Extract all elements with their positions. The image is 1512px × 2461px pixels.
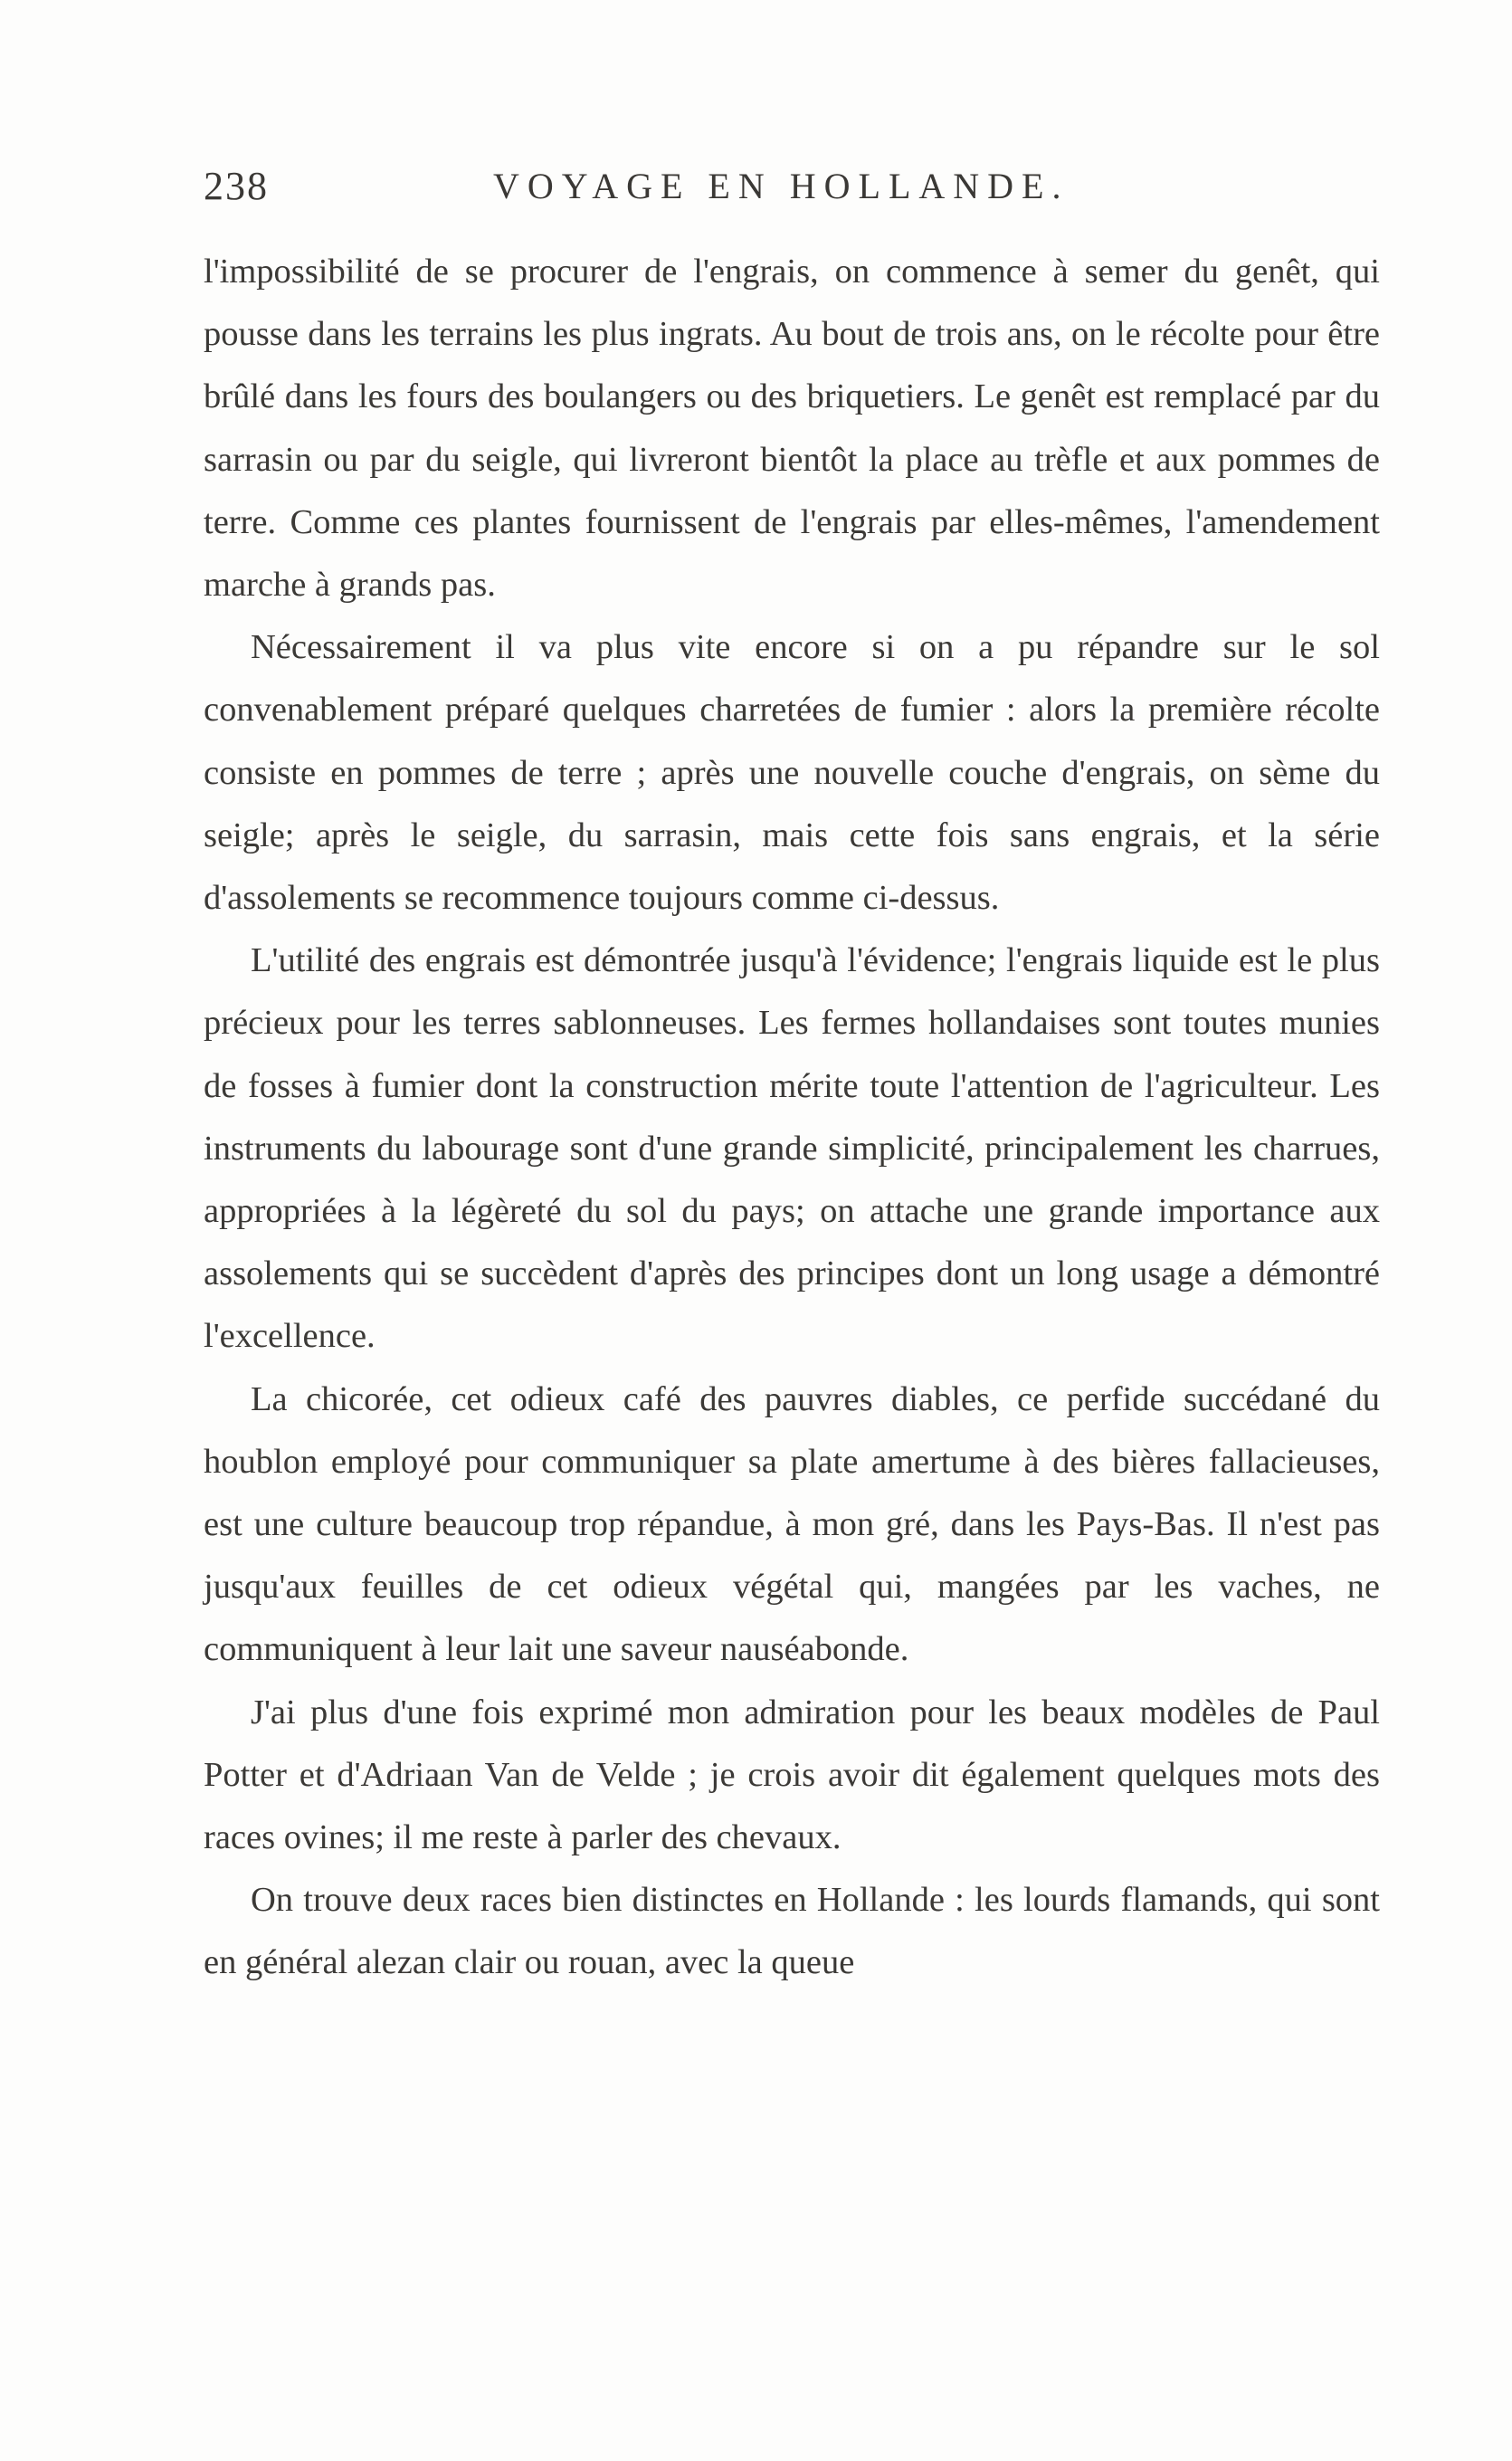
running-title: VOYAGE EN HOLLANDE. xyxy=(493,166,1070,206)
body-text xyxy=(204,241,1380,1995)
paragraph-6: On trouve deux races bien distinctes en Hollande : les lourds flamands, qui sont en général alezan clair ou rouan, avec la queue xyxy=(204,1881,1380,1982)
paragraph-4: La chicorée, cet odieux café des pauvres diables, ce perfide succédané du houblon employé pour communiquer sa plate amertume à des bières fallacieuses, est une culture beaucoup trop répandue, à mon gré, dans les Pays-Bas. Il n'est pas jusqu'aux feuilles de cet odieux végétal qui, mangées par les vaches, ne communiquent à leur lait une saveur nauséabonde. xyxy=(204,1379,1380,1669)
paragraph-1: l'impossibilité de se procurer de l'engrais, on commence à semer du genêt, qui pousse dans les terrains les plus ingrats. Au bout de trois ans, on le récolte pour être brûlé dans les fours des boulangers ou des briquetiers. Le genêt est remplacé par du sarrasin ou par du seigle, qui livreront bientôt la place au trèfle et aux pommes de terre. Comme ces plantes fournissent de l'engrais par elles-mêmes, l'amendement marche à grands pas. xyxy=(204,253,1380,605)
paragraph-2: Nécessairement il va plus vite encore si on a pu répandre sur le sol convenablement préparé quelques charretées de fumier : alors la première récolte consiste en pommes de terre ; après une nouvelle couche d'engrais, on sème du seigle; après le seigle, du sarrasin, mais cette fois sans engrais, et la série d'assolements se recommence toujours comme ci-dessus. xyxy=(204,628,1380,918)
paragraph-3: L'utilité des engrais est démontrée jusqu'à l'évidence; l'engrais liquide est le plus précieux pour les terres sablonneuses. Les fermes hollandaises sont toutes munies de fosses à fumier dont la construction mérite toute l'attention de l'agriculteur. Les instruments du labourage sont d'une grande simplicité, principalement les charrues, appropriées à la légèreté du sol du pays; on attache une grande importance aux assolements qui se succèdent d'après des principes dont un long usage a démontré l'excellence. xyxy=(204,941,1380,1356)
page-header xyxy=(204,163,1380,217)
paragraph-5: J'ai plus d'une fois exprimé mon admiration pour les beaux modèles de Paul Potter et d'Adriaan Van de Velde ; je crois avoir dit également quelques mots des races ovines; il me reste à parler des chevaux. xyxy=(204,1693,1380,1857)
page-number: 238 xyxy=(204,164,269,208)
